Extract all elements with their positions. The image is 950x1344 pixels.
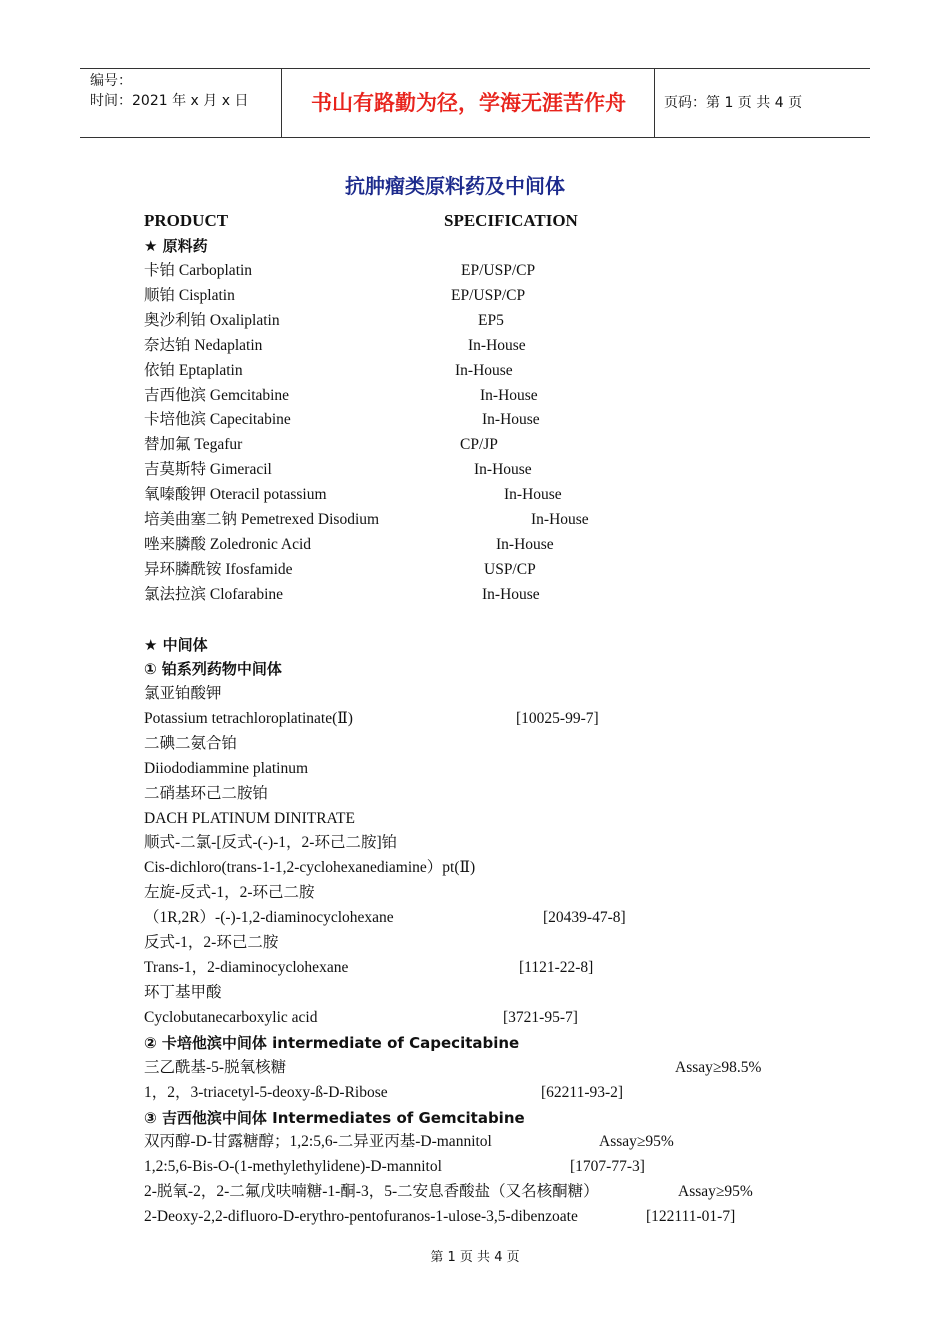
intermediate-line: 三乙酰基-5-脱氧核糖 [144, 1059, 287, 1076]
intermediate-line: Diiododiammine platinum [144, 759, 309, 777]
api-product-name: 依铂 Eptaplatin [144, 361, 243, 379]
api-product-name: 唑来膦酸 Zoledronic Acid [144, 535, 312, 553]
api-product-name: 氯法拉滨 Clofarabine [144, 585, 284, 603]
cas-number: [20439-47-8] [543, 909, 626, 927]
intermediate-line: 2-脱氧-2，2-二氟戊呋喃糖-1-酮-3，5-二安息香酸盐（又名核酮糖） [144, 1182, 599, 1200]
cas-number: [1707-77-3] [570, 1157, 645, 1175]
page-footer: 第 1 页 共 4 页 [430, 1250, 520, 1265]
header-meta [90, 71, 248, 111]
api-product-name: 顺铂 Cisplatin [144, 286, 235, 304]
intermediate-line: 2-Deoxy-2,2-difluoro-D-erythro-pentofuranos-1-ulose-3,5-dibenzoate [144, 1207, 578, 1225]
intermediate-line: Potassium tetrachloroplatinate(Ⅱ) [144, 709, 353, 727]
intermediate-line: 双丙醇-D-甘露糖醇；1,2:5,6-二异亚丙基-D-mannitol [144, 1133, 492, 1150]
page-header [80, 68, 870, 138]
cas-number: [62211-93-2] [541, 1083, 624, 1101]
cas-number: [3721-95-7] [503, 1008, 578, 1026]
section-api-heading: ★ 原料药 [144, 237, 208, 255]
intermediate-line: Trans-1，2-diaminocyclohexane [144, 958, 349, 976]
subsection-capecitabine-heading: ② 卡培他滨中间体 intermediate of Capecitabine [144, 1034, 520, 1052]
intermediate-line: 反式-1，2-环己二胺 [144, 934, 279, 951]
api-product-name: 吉西他滨 Gemcitabine [144, 386, 290, 404]
api-specification: USP/CP [484, 560, 536, 578]
header-motto: 书山有路勤为径，学海无涯苦作舟 [311, 91, 626, 115]
intermediate-line: （1R,2R）-(-)-1,2-diaminocyclohexane [144, 909, 394, 927]
intermediate-line: 1，2，3-triacetyl-5-deoxy-ß-D-Ribose [144, 1083, 388, 1101]
subsection-gemcitabine-heading: ③ 吉西他滨中间体 Intermediates of Gemcitabine [144, 1109, 525, 1127]
intermediate-line: 氯亚铂酸钾 [144, 685, 222, 702]
intermediate-line: 环丁基甲酸 [144, 983, 222, 1001]
section-intermediates-heading: ★ 中间体 [144, 636, 208, 654]
subsection-platinum-heading: ① 铂系列药物中间体 [144, 660, 282, 678]
api-specification: EP5 [478, 311, 504, 329]
api-specification: In-House [468, 336, 526, 354]
cas-number: Assay≥95% [678, 1182, 753, 1200]
api-specification: CP/JP [460, 436, 498, 454]
intermediate-line: 二碘二氨合铂 [144, 734, 238, 752]
intermediate-line: 顺式-二氯-[反式-(-)-1，2-环己二胺]铂 [144, 834, 398, 852]
cas-number: Assay≥98.5% [675, 1059, 762, 1076]
api-product-name: 替加氟 Tegafur [144, 436, 243, 454]
number-label: 编号： [90, 73, 132, 89]
intermediate-line: Cis-dichloro(trans-1-1,2-cyclohexanediamine）pt(Ⅱ) [144, 859, 476, 877]
api-specification: In-House [482, 585, 540, 603]
api-specification: In-House [504, 486, 562, 504]
api-product-name: 吉莫斯特 Gimeracil [144, 461, 272, 479]
api-product-name: 培美曲塞二钠 Pemetrexed Disodium [144, 511, 380, 528]
api-specification: In-House [496, 535, 554, 553]
cas-number: [122111-01-7] [646, 1207, 736, 1225]
intermediate-line: Cyclobutanecarboxylic acid [144, 1008, 318, 1026]
cas-number: [1121-22-8] [519, 958, 594, 976]
api-product-name: 异环膦酰铵 Ifosfamide [144, 560, 293, 578]
api-product-name: 卡培他滨 Capecitabine [144, 411, 291, 429]
cas-number: [10025-99-7] [516, 709, 599, 727]
api-specification: In-House [482, 411, 540, 429]
column-header-product: PRODUCT [144, 211, 229, 230]
api-specification: In-House [474, 461, 532, 479]
api-specification: In-House [455, 361, 513, 379]
intermediate-line: 1,2:5,6-Bis-O-(1-methylethylidene)-D-mannitol [144, 1157, 442, 1175]
api-product-name: 卡铂 Carboplatin [144, 262, 253, 279]
document-title: 抗肿瘤类原料药及中间体 [345, 174, 565, 198]
intermediate-line: DACH PLATINUM DINITRATE [144, 809, 355, 827]
api-specification: In-House [531, 511, 589, 528]
api-product-name: 奈达铂 Nedaplatin [144, 336, 263, 354]
cas-number: Assay≥95% [599, 1133, 674, 1150]
time-label: 时间：2021 年 x 月 x 日 [90, 93, 249, 109]
column-header-specification: SPECIFICATION [444, 211, 578, 230]
api-specification: In-House [480, 386, 538, 404]
intermediate-line: 左旋-反式-1，2-环己二胺 [144, 884, 315, 902]
api-product-name: 氧嗪酸钾 Oteracil potassium [144, 486, 327, 504]
api-product-name: 奥沙利铂 Oxaliplatin [144, 311, 280, 329]
intermediate-line: 二硝基环己二胺铂 [144, 784, 269, 802]
api-specification: EP/USP/CP [451, 286, 526, 304]
api-specification: EP/USP/CP [461, 262, 536, 279]
header-page-label: 页码：第 1 页 共 4 页 [664, 95, 803, 111]
